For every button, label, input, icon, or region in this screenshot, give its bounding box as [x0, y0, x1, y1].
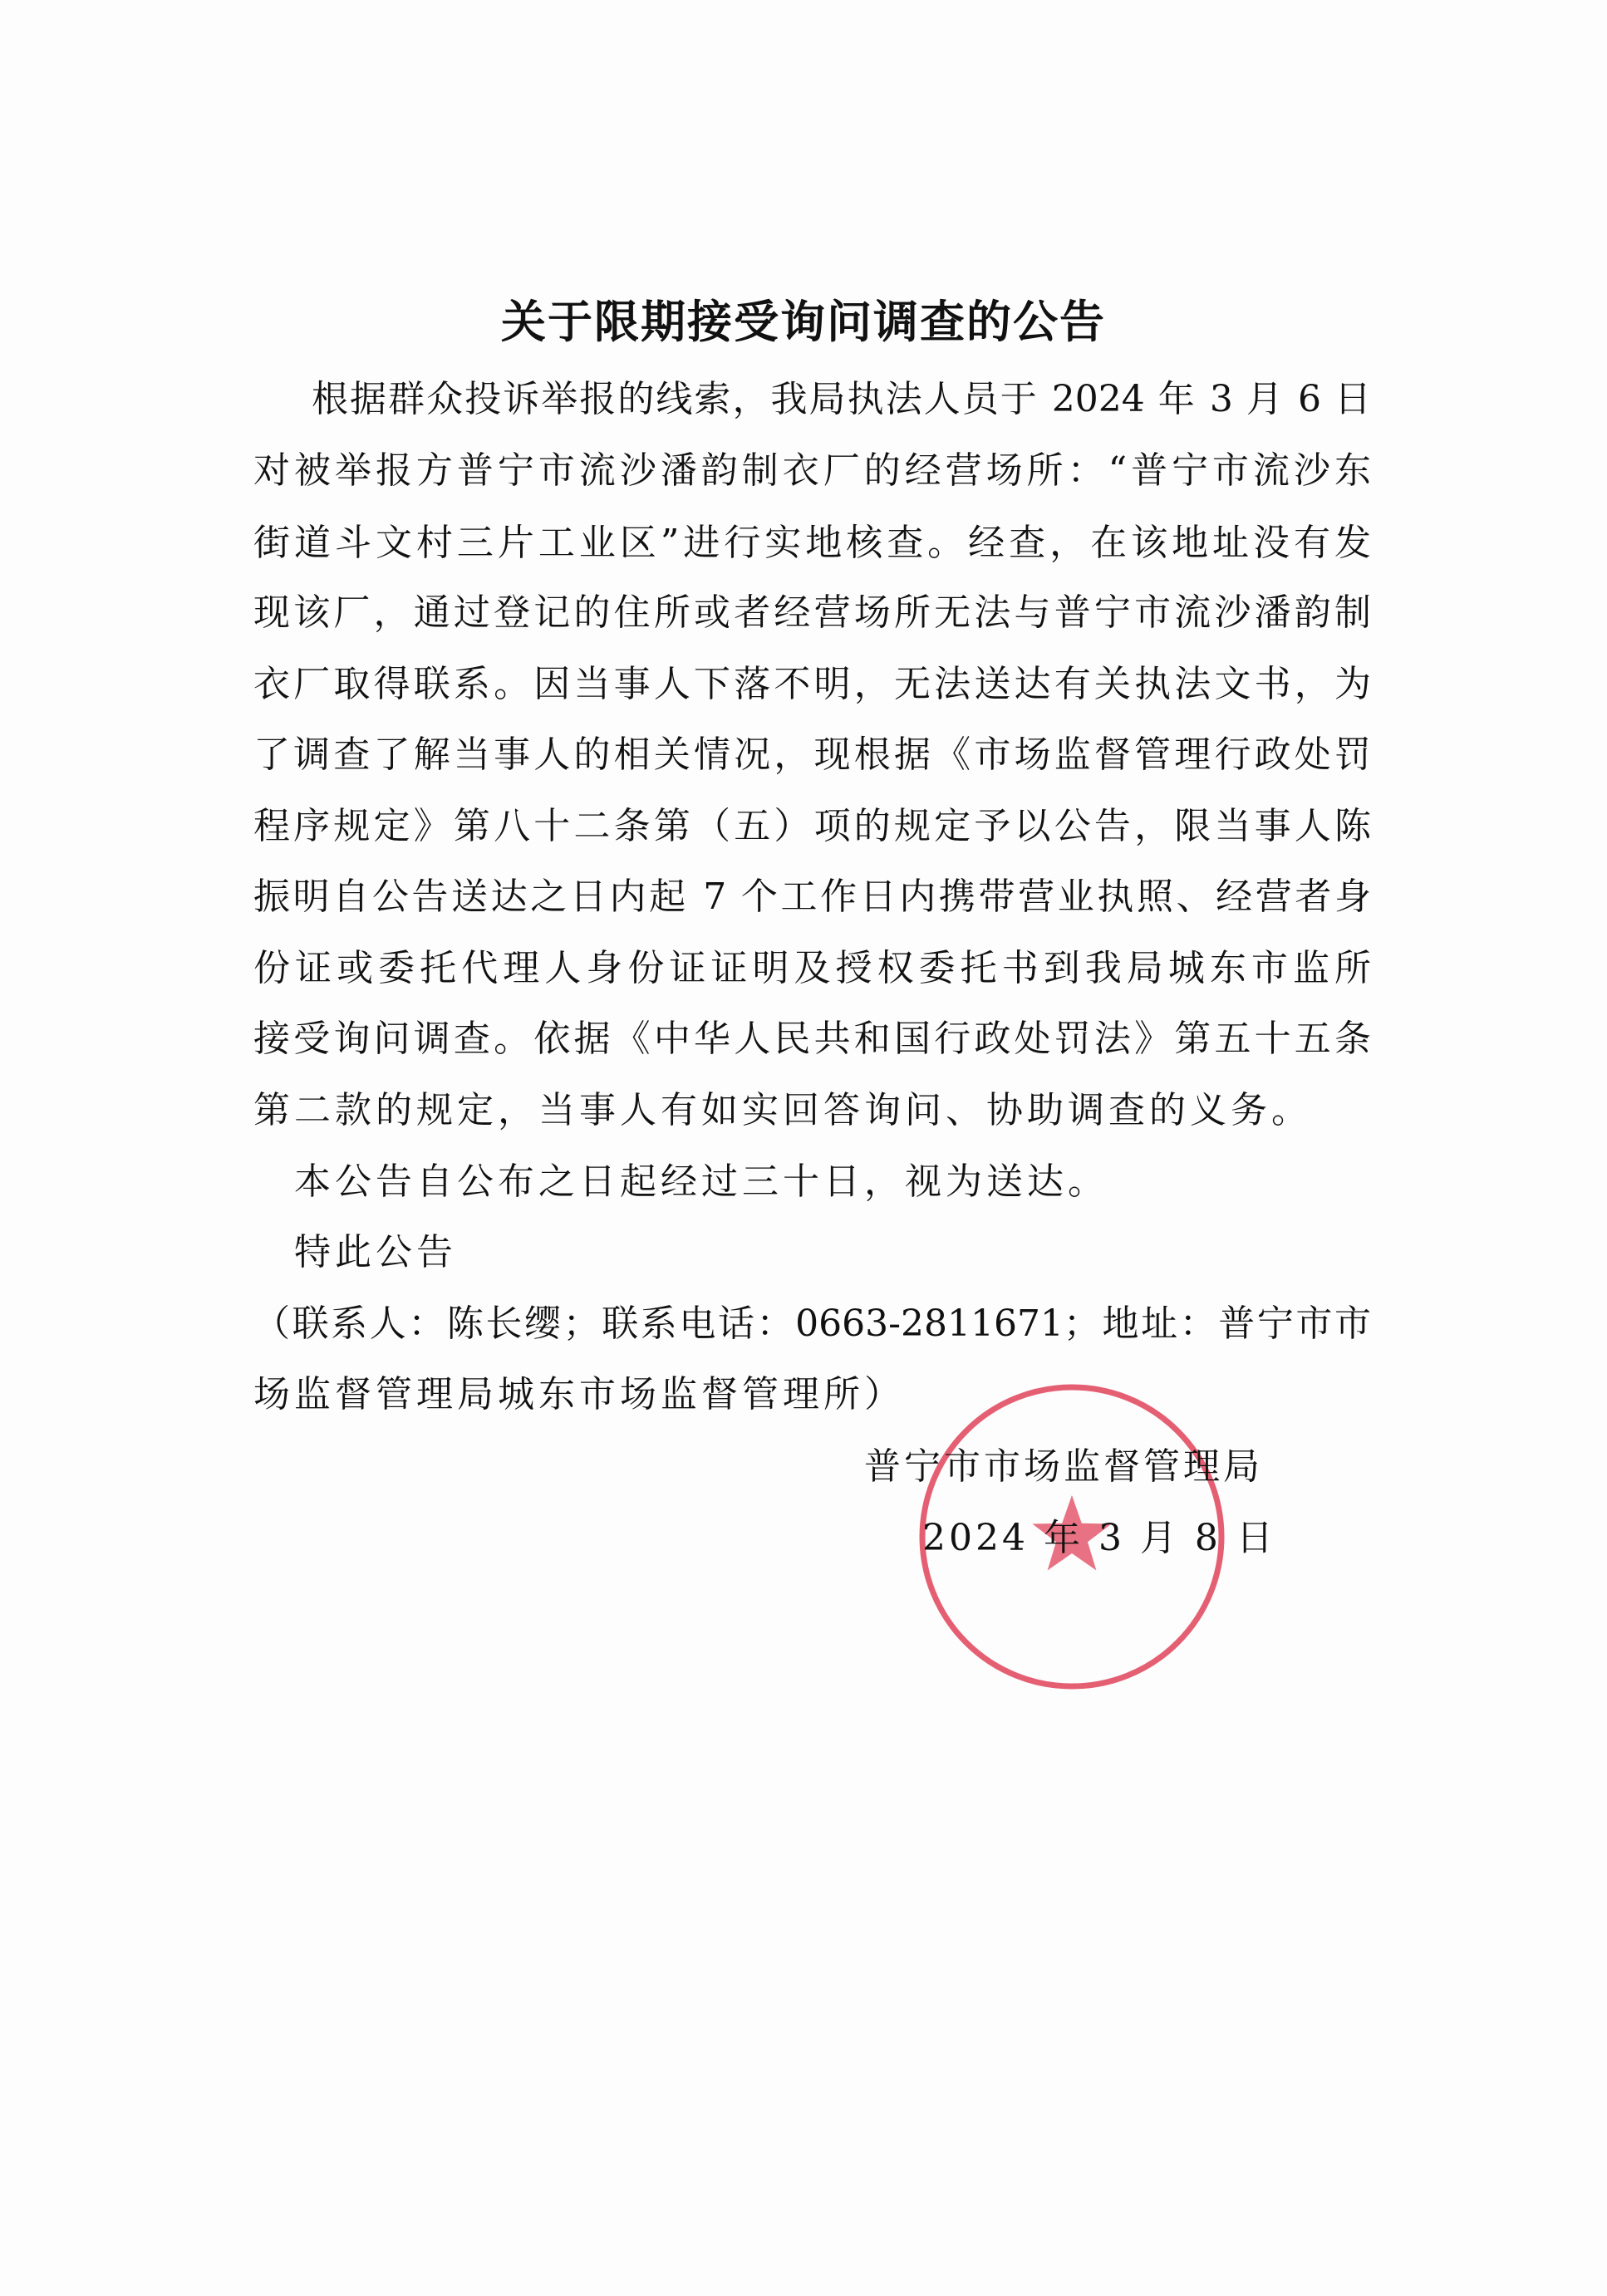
- body-line: 程序规定》第八十二条第（五）项的规定予以公告，限当事人陈: [253, 805, 1371, 847]
- issue-date: 2024 年 3 月 8 日: [922, 1517, 1276, 1559]
- body-line: 了调查了解当事人的相关情况，现根据《市场监督管理行政处罚: [253, 733, 1371, 776]
- body-line: 对被举报方普宁市流沙潘韵制衣厂的经营场所：“普宁市流沙东: [253, 449, 1371, 492]
- body-line: 第二款的规定，当事人有如实回答询问、协助调查的义务。: [253, 1089, 1312, 1131]
- service-paragraph: 本公告自公布之日起经过三十日，视为送达。: [294, 1160, 1108, 1203]
- contact-line: （联系人：陈长缨；联系电话：0663-2811671；地址：普宁市市: [253, 1303, 1371, 1345]
- body-line: 振明自公告送达之日内起 7 个工作日内携带营业执照、经营者身: [253, 876, 1371, 918]
- body-line: 现该厂，通过登记的住所或者经营场所无法与普宁市流沙潘韵制: [253, 591, 1371, 634]
- body-line: 根据群众投诉举报的线索，我局执法人员于 2024 年 3 月 6 日: [312, 378, 1371, 420]
- body-line: 街道斗文村三片工业区”进行实地核查。经查，在该地址没有发: [253, 522, 1371, 564]
- issuing-organization: 普宁市市场监督管理局: [864, 1445, 1263, 1488]
- document-title: 关于限期接受询问调查的公告: [501, 296, 1106, 348]
- body-line: 份证或委托代理人身份证证明及授权委托书到我局城东市监所: [253, 947, 1371, 989]
- body-line: 接受询问调查。依据《中华人民共和国行政处罚法》第五十五条: [253, 1018, 1371, 1060]
- closing-text: 特此公告: [294, 1231, 457, 1273]
- contact-line: 场监督管理局城东市场监督管理所）: [253, 1373, 905, 1415]
- body-line: 衣厂取得联系。因当事人下落不明，无法送达有关执法文书，为: [253, 663, 1371, 705]
